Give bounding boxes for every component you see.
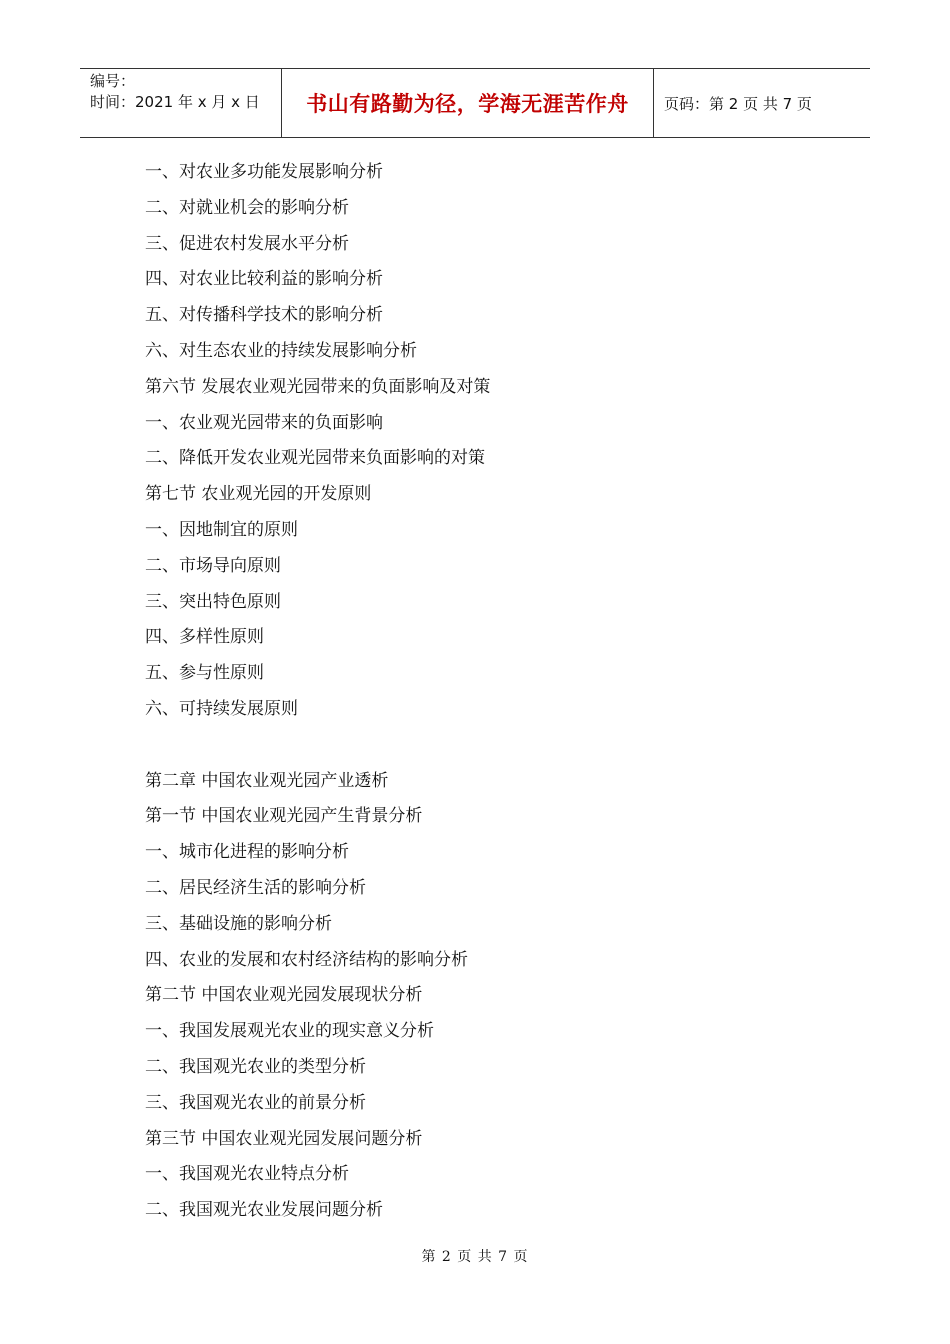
header-motto: 书山有路勤为径，学海无涯苦作舟	[282, 69, 654, 137]
toc-entry: 二、居民经济生活的影响分析	[145, 877, 366, 898]
header-page-info: 页码：第 2 页 共 7 页	[664, 94, 812, 113]
toc-entry: 第二节 中国农业观光园发展现状分析	[145, 985, 423, 1006]
toc-entry: 五、参与性原则	[145, 663, 264, 684]
header-meta-cell	[80, 69, 282, 137]
toc-entry: 二、我国观光农业的类型分析	[145, 1056, 366, 1077]
toc-entry: 六、可持续发展原则	[145, 698, 298, 719]
toc-entry: 二、降低开发农业观光园带来负面影响的对策	[145, 448, 485, 469]
document-number-label: 编号：	[90, 72, 136, 90]
toc-entry: 第二章 中国农业观光园产业透析	[145, 770, 389, 791]
document-date-label: 时间：2021 年 x 月 x 日	[90, 93, 260, 111]
toc-entry: 三、我国观光农业的前景分析	[145, 1092, 366, 1113]
toc-entry: 一、我国发展观光农业的现实意义分析	[145, 1021, 434, 1042]
toc-entry: 四、多样性原则	[145, 627, 264, 648]
toc-entry: 四、农业的发展和农村经济结构的影响分析	[145, 949, 468, 970]
page-header	[80, 68, 870, 138]
toc-entry: 一、农业观光园带来的负面影响	[145, 412, 383, 433]
toc-entry: 二、对就业机会的影响分析	[145, 197, 349, 218]
toc-entry: 三、突出特色原则	[145, 591, 281, 612]
toc-entry: 二、市场导向原则	[145, 555, 281, 576]
toc-entry: 一、因地制宜的原则	[145, 519, 298, 540]
toc-entry: 四、对农业比较利益的影响分析	[145, 269, 383, 290]
toc-entry: 第七节 农业观光园的开发原则	[145, 484, 372, 505]
toc-entry: 一、我国观光农业特点分析	[145, 1164, 349, 1185]
toc-entry: 二、我国观光农业发展问题分析	[145, 1200, 383, 1221]
table-of-contents	[145, 155, 865, 1229]
toc-entry: 六、对生态农业的持续发展影响分析	[145, 340, 417, 361]
toc-entry: 一、对农业多功能发展影响分析	[145, 162, 383, 182]
toc-spacer	[145, 728, 865, 764]
toc-entry: 第一节 中国农业观光园产生背景分析	[145, 806, 423, 827]
toc-entry: 三、促进农村发展水平分析	[145, 233, 349, 254]
toc-entry: 第三节 中国农业观光园发展问题分析	[145, 1128, 423, 1149]
toc-entry: 一、城市化进程的影响分析	[145, 842, 349, 863]
toc-entry: 三、基础设施的影响分析	[145, 913, 332, 934]
page-footer: 第 2 页 共 7 页	[421, 1249, 529, 1265]
toc-entry: 第六节 发展农业观光园带来的负面影响及对策	[145, 376, 491, 397]
toc-entry: 五、对传播科学技术的影响分析	[145, 305, 383, 326]
